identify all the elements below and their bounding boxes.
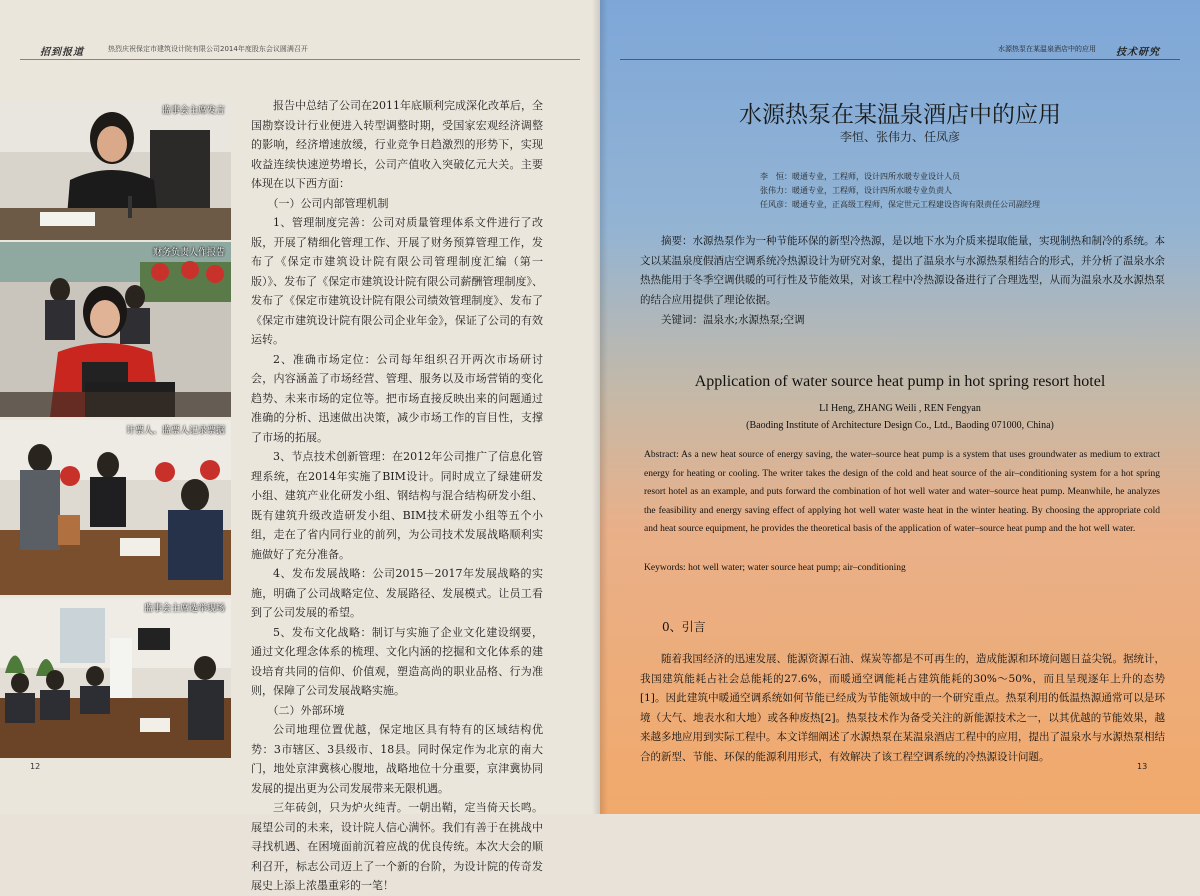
body-paragraph: 4、发布发展战略：公司2015－2017年发展战略的实施，明确了公司战略定位、发展路径、发展模式。让员工看到了公司发展的希望。 — [251, 567, 543, 619]
english-title: Application of water source heat pump in hot spring resort hotel — [694, 373, 1106, 390]
left-article-body — [251, 96, 543, 896]
photo-caption: 监事会主席发言 — [161, 106, 225, 116]
photo-vote-counting — [0, 420, 231, 595]
body-paragraph: 报告中总结了公司在2011年底顺利完成深化改革后，全国勘察设计行业便进入转型调整时期，受国家宏观经济调整的影响，经济增速放缓，行业竞争日趋激烈的形势下，实现收益连续快速逆势增长，公司产值收入突破亿元大关。主要体现在以下西方面： — [251, 99, 543, 190]
right-header-title: 水源热泵在某温泉酒店中的应用 — [998, 45, 1096, 53]
photo-election-scene-image — [0, 598, 231, 758]
author-affiliations — [760, 170, 1180, 212]
subheading: （一）公司内部管理机制 — [267, 196, 389, 210]
body-paragraph: 2、准确市场定位：公司每年组织召开两次市场研讨会，内容涵盖了市场经营、管理、服务以及市场营销的变化趋势、未来市场的定位等。把市场直接反映出来的问题通过准确的分析、迅速做出决策，减少市场工作的盲目性，支撑了市场的拓展。 — [251, 352, 543, 444]
english-abstract: Abstract: As a new heat source of energy saving, the water–source heat pump is a system that uses groundwater as medium to extract energy for heating or cooling. The writer takes the design of the cold and heat source of the air–conditioning system for a hot spring resort hotel as an example, and puts forward the combination of hot well water and water–source heat pump. Meanwhile, he analyzes the feasibility and energy saving effect of applying hot well water waste heat in the winter heating. By choosing the appropriate cold and heat source equipment, he provides the theoretical basis of the application of water–source heat pump and the hot well water. — [644, 450, 1160, 535]
photo-supervisor-speech — [0, 100, 231, 240]
photo-finance-report — [0, 242, 231, 417]
page-gutter — [592, 0, 608, 814]
english-keywords: Keywords: hot well water; water source heat pump; air–conditioning — [644, 563, 906, 573]
chinese-abstract: 摘要：水源热泵作为一种节能环保的新型冷热源，是以地下水为介质来提取能量，实现制热和制冷的系统。本文以某温泉度假酒店空调系统冷热源设计为研究对象，提出了温泉水与水源热泵相结合的形式，并分析了温泉水余热热能用于冬季空调供暖的可行性及节能效果，对该工程中冷热源设备进行了合理选型，从而为温泉水及水源热泵的结合应用提供了理论依据。 — [640, 235, 1165, 306]
photo-caption: 监事会主席选举现场 — [143, 604, 225, 614]
photo-election-scene — [0, 598, 231, 758]
body-paragraph: 1、管理制度完善：公司对质量管理体系文件进行了改版，开展了精细化管理工作、开展了财务预算管理工作，发布了《保定市建筑设计院有限公司管理制度汇编（第一版）》、发布了《保定市建筑设计院有限公司薪酬管理制度》、发布了《保定市建筑设计院有限公司绩效管理制度》、发布了《保定市建筑设计院有限公司企业年金》，保证了公司的有效运转。 — [251, 216, 543, 346]
right-page-number: 13 — [1137, 762, 1148, 771]
subheading: （二）外部环境 — [267, 703, 345, 717]
english-authors: LI Heng, ZHANG Weili , REN Fengyan — [819, 403, 981, 414]
body-paragraph: 公司地理位置优越，保定地区具有特有的区域结构优势：3市辖区、3县级市、18县。同时保定作为北京的南大门，地处京津冀核心腹地，战略地位十分重要，京津冀协同发展的提出更为公司发展带来无限机遇。 — [251, 723, 543, 795]
article-title: 水源热泵在某温泉酒店中的应用 — [739, 102, 1061, 128]
english-affiliation: (Baoding Institute of Architecture Design Co., Ltd., Baoding 071000, China) — [746, 420, 1054, 431]
photo-supervisor-speech-image — [0, 100, 231, 240]
left-page — [0, 0, 600, 892]
photo-finance-report-image — [0, 242, 231, 417]
affiliation-line: 李 恒：暖通专业，工程师，设计四所水暖专业设计人员 — [760, 172, 960, 181]
article-authors: 李恒、张伟力、任凤彦 — [839, 130, 960, 144]
body-paragraph: 三年砖剑，只为炉火纯青。一朝出鞘，定当倚天长鸣。展望公司的未来，设计院人信心满怀。我们有善于在挑战中寻找机遇、在困境面前沉着应战的优良传统。本次大会的顺利召开，标志公司迈上了一个新的台阶，为设计院的传奇发展史上添上浓墨重彩的一笔！ — [251, 801, 543, 892]
body-paragraph: 3、节点技术创新管理：在2012年公司推广了信息化管理系统，在2014年实施了BIM设计。同时成立了绿建研发小组、建筑产业化研发小组、钢结构与混合结构研发小组、既有建筑升级改造研发小组、BIM技术研发小组等五个小组，走在了省内同行业的前列，为公司技术发展战略顺利实施做好了充分准备。 — [251, 450, 543, 561]
body-paragraph: 5、发布文化战略：制订与实施了企业文化建设纲要，通过文化理念体系的梳理、文化内涵的挖掘和文化体系的建设培育共同的信仰、价值观，塑造高尚的职业品格、行为准则，保障了公司发展战略实施。 — [251, 625, 543, 697]
left-brand-logo: 招到报道 — [40, 47, 84, 58]
photo-vote-counting-image — [0, 420, 231, 595]
photo-caption: 计票人、监票人记录票据 — [125, 426, 225, 436]
chinese-keywords: 关键词：温泉水;水源热泵;空调 — [661, 314, 805, 326]
right-page — [600, 0, 1200, 814]
right-running-header — [620, 40, 1180, 60]
introduction-paragraph: 随着我国经济的迅速发展、能源资源石油、煤炭等都是不可再生的，造成能源和环境问题日益尖锐。据统计，我国建筑能耗占社会总能耗的27.6%，而暖通空调能耗占建筑能耗的30%～50%，而且呈现逐年上升的态势[1]。因此建筑中暖通空调系统如何节能已经成为节能领域中的一个研究重点。热泵利用的低温热源通常可以是环境（大气、地表水和大地）或各种废热[2]。热泵技术作为备受关注的新能源技术之一，以其优越的节能效果，越来越多地应用到实际工程中。本文详细阐述了水源热泵在某温泉酒店工程中的应用，提出了温泉水与水源热泵相结合的新型、节能、环保的能源利用形式，有效解决了该工程空调系统的冷热源设计问题。 — [640, 653, 1165, 763]
left-running-header — [20, 40, 580, 60]
left-page-number: 12 — [30, 762, 41, 771]
photo-column — [0, 100, 231, 760]
right-brand-logo: 技术研究 — [1116, 47, 1160, 58]
left-header-title: 热烈庆祝保定市建筑设计院有限公司2014年度股东会议圆满召开 — [108, 45, 308, 53]
section-heading: 0、引言 — [662, 620, 706, 634]
photo-caption: 财务负责人作报告 — [152, 248, 225, 258]
affiliation-line: 任风彦：暖通专业，正高级工程师，保定世元工程建设咨询有限责任公司副经理 — [760, 200, 1040, 209]
affiliation-line: 张伟力：暖通专业，工程师，设计四所水暖专业负责人 — [760, 186, 952, 195]
